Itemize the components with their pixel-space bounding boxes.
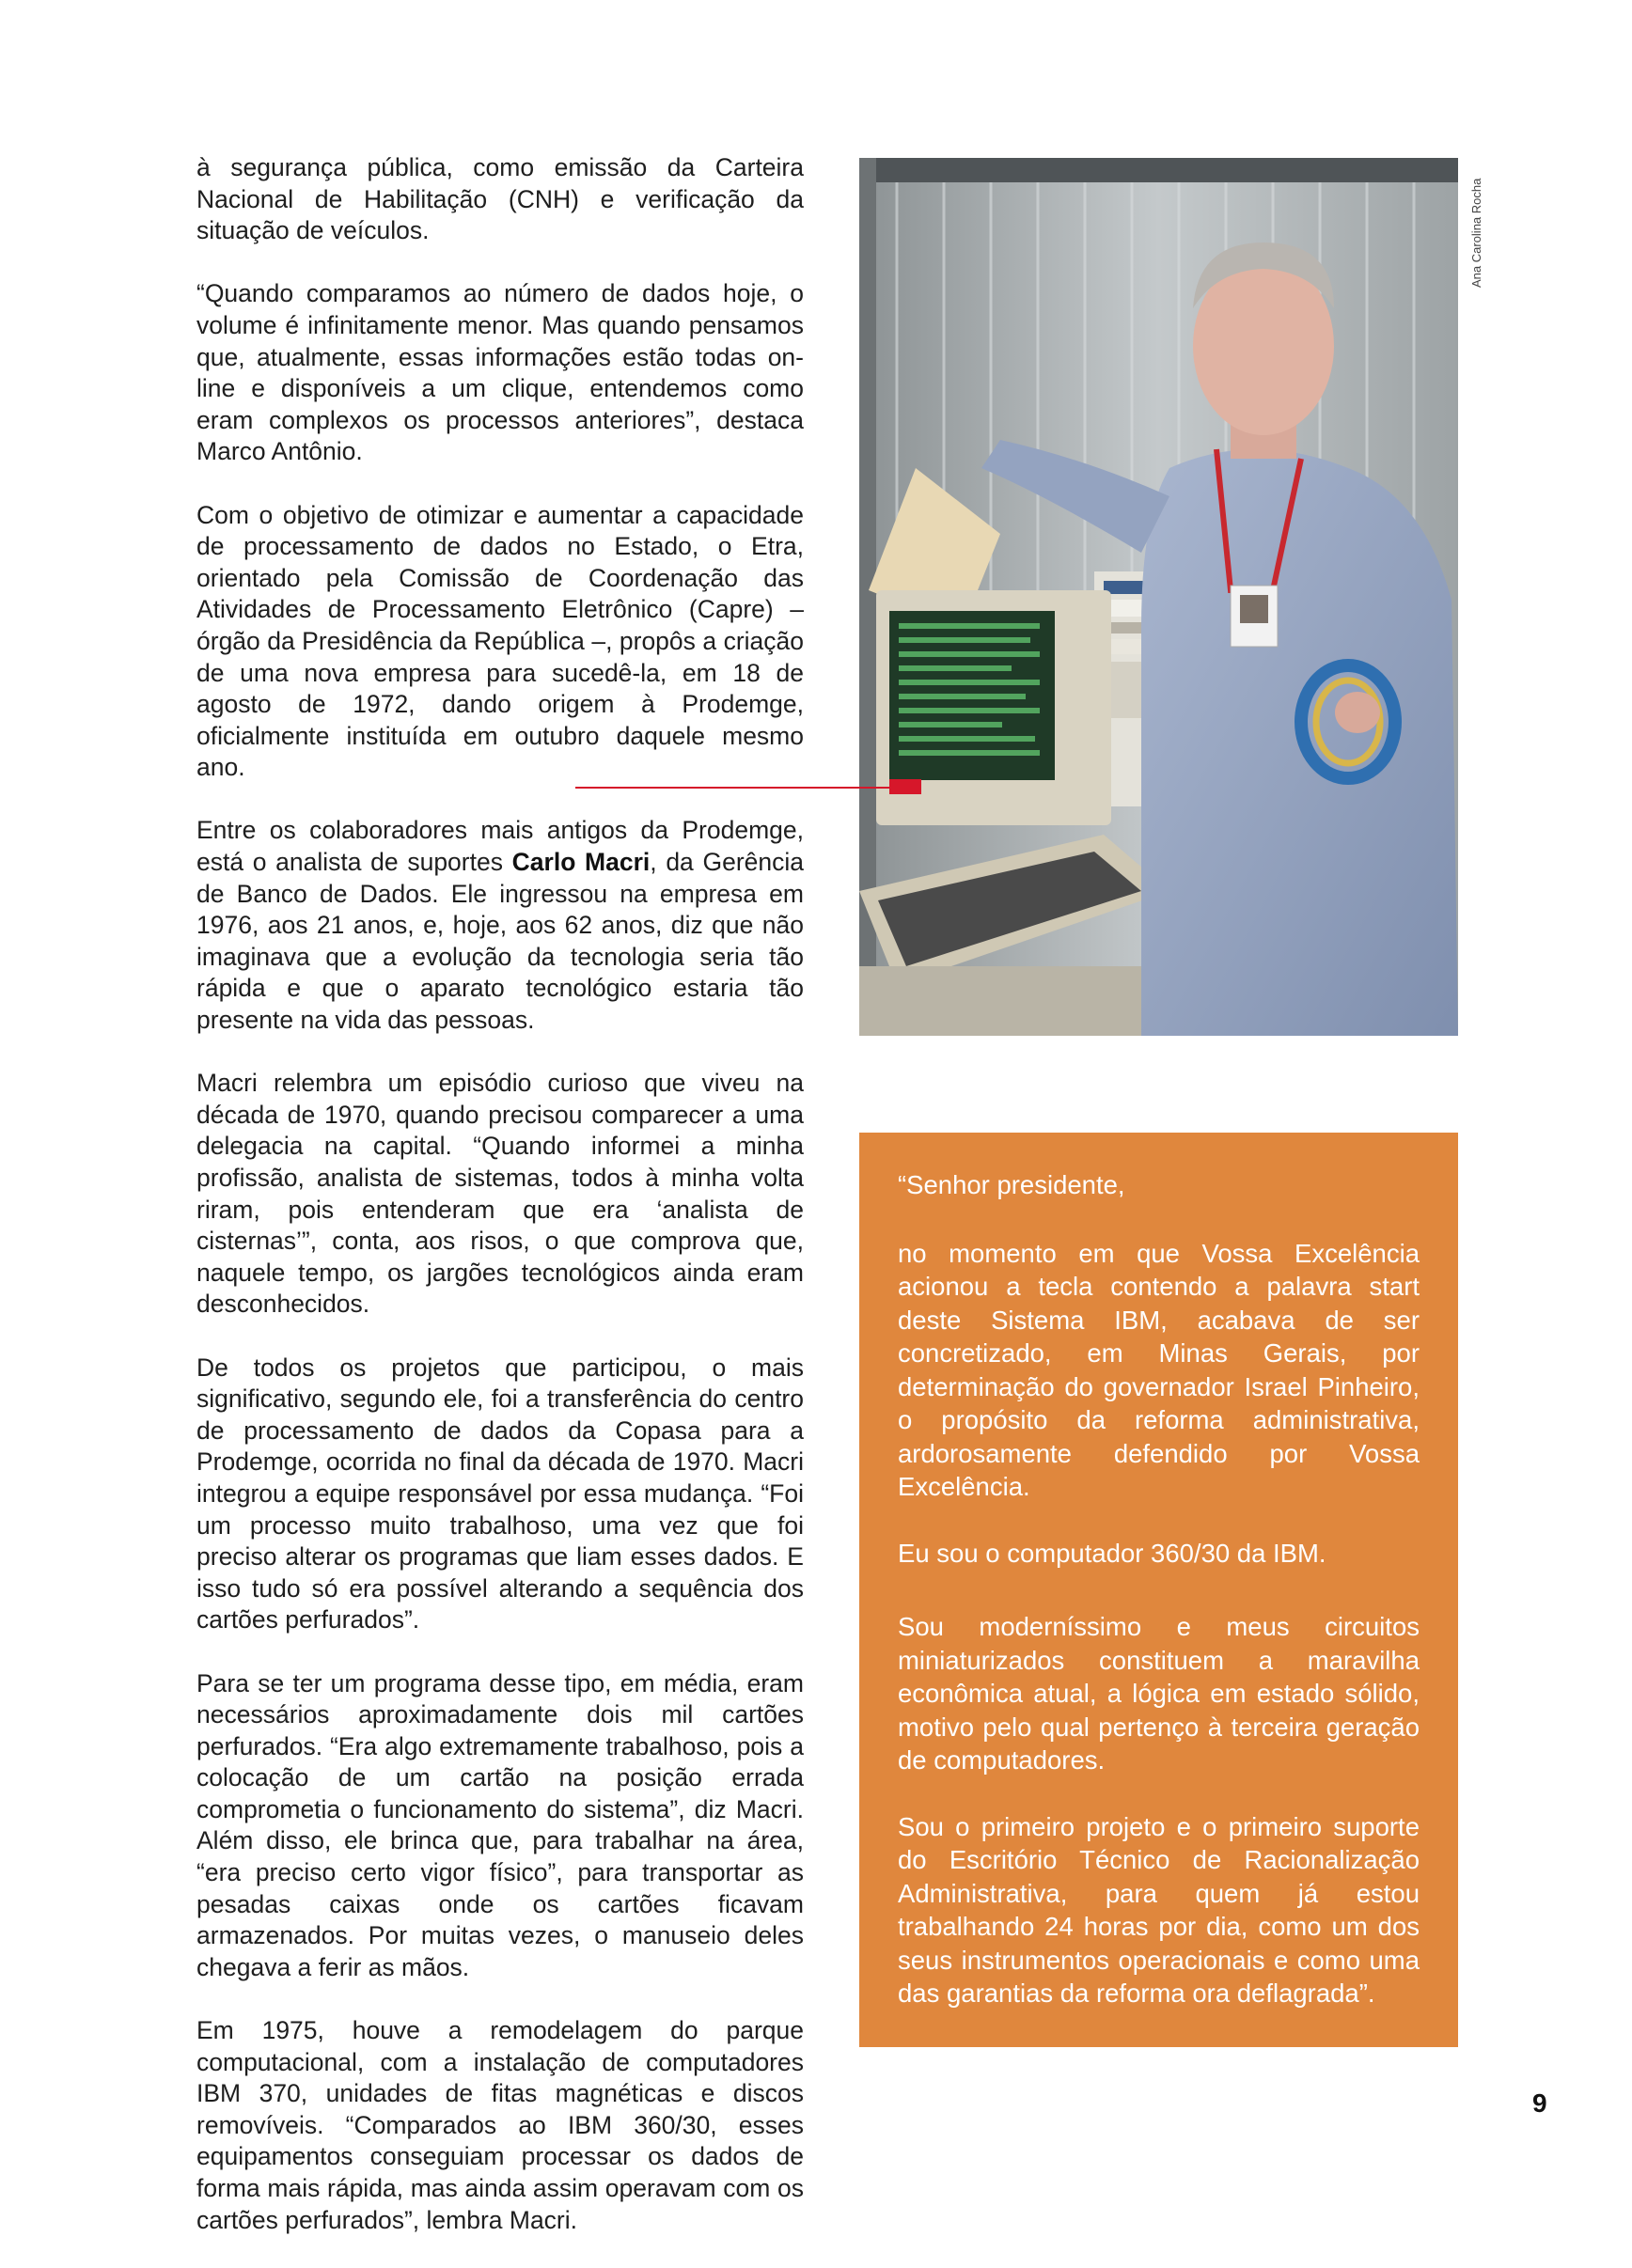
quote-salutation: “Senhor presidente, <box>898 1170 1125 1199</box>
person-name-highlight: Carlo Macri <box>511 848 651 877</box>
article-body <box>196 152 804 2268</box>
caption-leader-line <box>575 787 904 789</box>
quote-box <box>859 1133 1458 2047</box>
photo-carlo-macri <box>859 158 1458 1036</box>
quote-paragraph: no momento em que Vossa Excelência acionou a tecla contendo a palavra start deste Sistema IBM, acabava de ser concretizado, em Minas Gerais, por determinação do governador Israel Pinheiro, o propósito da reforma administrativa, ardorosamente defendido por Vossa Excelência. <box>898 1238 1420 1501</box>
article-paragraph: à segurança pública, como emissão da Carteira Nacional de Habilitação (CNH) e verificação da situação de veículos. <box>196 153 804 245</box>
article-paragraph: “Quando comparamos ao número de dados hoje, o volume é infinitamente menor. Mas quando pensamos que, atualmente, essas informações estão todas on-line e disponíveis a um clique, entendemos como eram complexos os processos anteriores”, destaca Marco Antônio. <box>196 279 804 466</box>
paragraph-text: , da Gerência de Banco de Dados. Ele ingressou na empresa em 1976, aos 21 anos, e, hoje, aos 62 anos, diz que não imaginava que a evolução da tecnologia seria tão rápida e que o aparato tecnológico estaria tão presente na vida das pessoas. <box>196 848 804 1035</box>
quote-paragraph: Sou o primeiro projeto e o primeiro suporte do Escritório Técnico de Racionalização Administrativa, para quem já estou trabalhando 24 horas por dia, como um dos seus instrumentos operacionais e como uma das garantias da reforma ora deflagrada”. <box>898 1811 1420 2008</box>
quote-paragraph: Eu sou o computador 360/30 da IBM. <box>898 1538 1326 1568</box>
photo-credit-text: Ana Carolina Rocha <box>1469 178 1483 288</box>
photo-illustration <box>859 158 1458 1036</box>
quote-paragraph: Sou moderníssimo e meus circuitos miniaturizados constituem a maravilha econômica atual, a lógica em estado sólido, motivo pelo qual pertenço à terceira geração de computadores. <box>898 1612 1420 1775</box>
article-paragraph: Em 1975, houve a remodelagem do parque computacional, com a instalação de computadores IBM 370, unidades de fitas magnéticas e discos removíveis. “Comparados ao IBM 360/30, esses equipamentos conseguiam processar os dados de forma mais rápida, mas ainda assim operavam com os cartões perfurados”, lembra Macri. <box>196 2016 804 2234</box>
paragraph-text: Entre os colaboradores mais antigos da Prodemge, está o analista de suportes <box>196 816 804 877</box>
photo-credit <box>1460 158 1488 289</box>
caption-leader-marker <box>889 779 921 794</box>
article-paragraph: Macri relembra um episódio curioso que viveu na década de 1970, quando precisou comparecer a uma delegacia na capital. “Quando informei a minha profissão, analista de sistemas, todos à minha volta riram, pois entenderam que era ‘analista de cisternas’”, conta, aos risos, o que comprova que, naquele tempo, os jargões tecnológicos ainda eram desconhecidos. <box>196 1069 804 1319</box>
article-paragraph: Com o objetivo de otimizar e aumentar a capacidade de processamento de dados no Estado, o Etra, orientado pela Comissão de Coordenação das Atividades de Processamento Eletrônico (Capre) – órgão da Presidência da República –, propôs a criação de uma nova empresa para sucedê-la, em 18 de agosto de 1972, dando origem à Prodemge, oficialmente instituída em outubro daquele mesmo ano. <box>196 500 804 782</box>
article-paragraph: Para se ter um programa desse tipo, em média, eram necessários aproximadamente dois mil cartões perfurados. “Era algo extremamente trabalhoso, pois a colocação de um cartão na posição errada comprometia o funcionamento do sistema”, diz Macri. Além disso, ele brinca que, para trabalhar na área, “era preciso certo vigor físico”, para transportar as pesadas caixas onde os cartões ficavam armazenados. Por muitas vezes, o manuseio deles chegava a ferir as mãos. <box>196 1668 804 1981</box>
page-number: 9 <box>1532 2088 1547 2118</box>
article-paragraph: De todos os projetos que participou, o mais significativo, segundo ele, foi a transferência do centro de processamento de dados da Copasa para a Prodemge, ocorrida no final da década de 1970. Macri integrou a equipe responsável por essa mudança. “Foi um processo muito trabalhoso, uma vez que foi preciso alterar os programas que liam esses dados. E isso tudo só era possível alterando a sequência dos cartões perfurados”. <box>196 1353 804 1635</box>
article-paragraph <box>196 815 804 1036</box>
